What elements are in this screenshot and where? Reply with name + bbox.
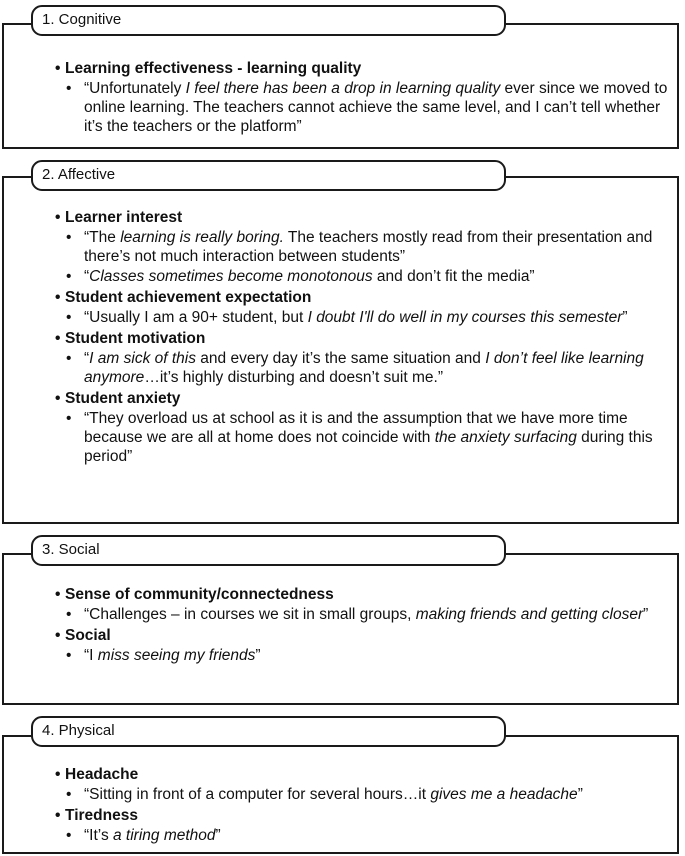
quote-item: • “I am sick of this and every day it’s the same situation and I don’t feel like learning anymore…it’s highly disturbing and doesn’t suit me.”: [65, 349, 673, 387]
section-title-affective: 2. Affective: [31, 160, 506, 191]
quote-item: • “They overload us at school as it is and the assumption that we have more time because we are all at home does not coincide with the anxiety surfacing during this period”: [65, 409, 673, 466]
quote-item: • “I miss seeing my friends”: [65, 646, 673, 665]
category-label: • Learner interest: [55, 208, 673, 227]
category-label: • Sense of community/connectedness: [55, 585, 673, 604]
category-label: • Tiredness: [55, 806, 673, 825]
quote-item: • “Usually I am a 90+ student, but I doubt I'll do well in my courses this semester”: [65, 308, 673, 327]
quote-item: • “Classes sometimes become monotonous and don’t fit the media”: [65, 267, 673, 286]
category-label: • Social: [55, 626, 673, 645]
section-title-social: 3. Social: [31, 535, 506, 566]
quote-item: • “Sitting in front of a computer for several hours…it gives me a headache”: [65, 785, 673, 804]
section-title-cognitive: 1. Cognitive: [31, 5, 506, 36]
category-label: • Student motivation: [55, 329, 673, 348]
section-content-cognitive: [55, 57, 673, 136]
quote-item: • “Unfortunately I feel there has been a drop in learning quality ever since we moved to online learning. The teachers cannot achieve the same level, and I can’t tell whether it’s the teachers or the platform”: [65, 79, 673, 136]
quote-item: • “Challenges – in courses we sit in small groups, making friends and getting closer”: [65, 605, 673, 624]
quote-item: • “The learning is really boring. The teachers mostly read from their presentation and there’s not much interaction between students”: [65, 228, 673, 266]
category-label: • Headache: [55, 765, 673, 784]
quote-item: • “It’s a tiring method”: [65, 826, 673, 845]
category-label: • Student anxiety: [55, 389, 673, 408]
section-content-affective: [55, 206, 673, 466]
category-label: • Learning effectiveness - learning quality: [55, 59, 673, 78]
section-title-physical: 4. Physical: [31, 716, 506, 747]
category-label: • Student achievement expectation: [55, 288, 673, 307]
section-content-social: [55, 583, 673, 665]
section-content-physical: [55, 763, 673, 845]
